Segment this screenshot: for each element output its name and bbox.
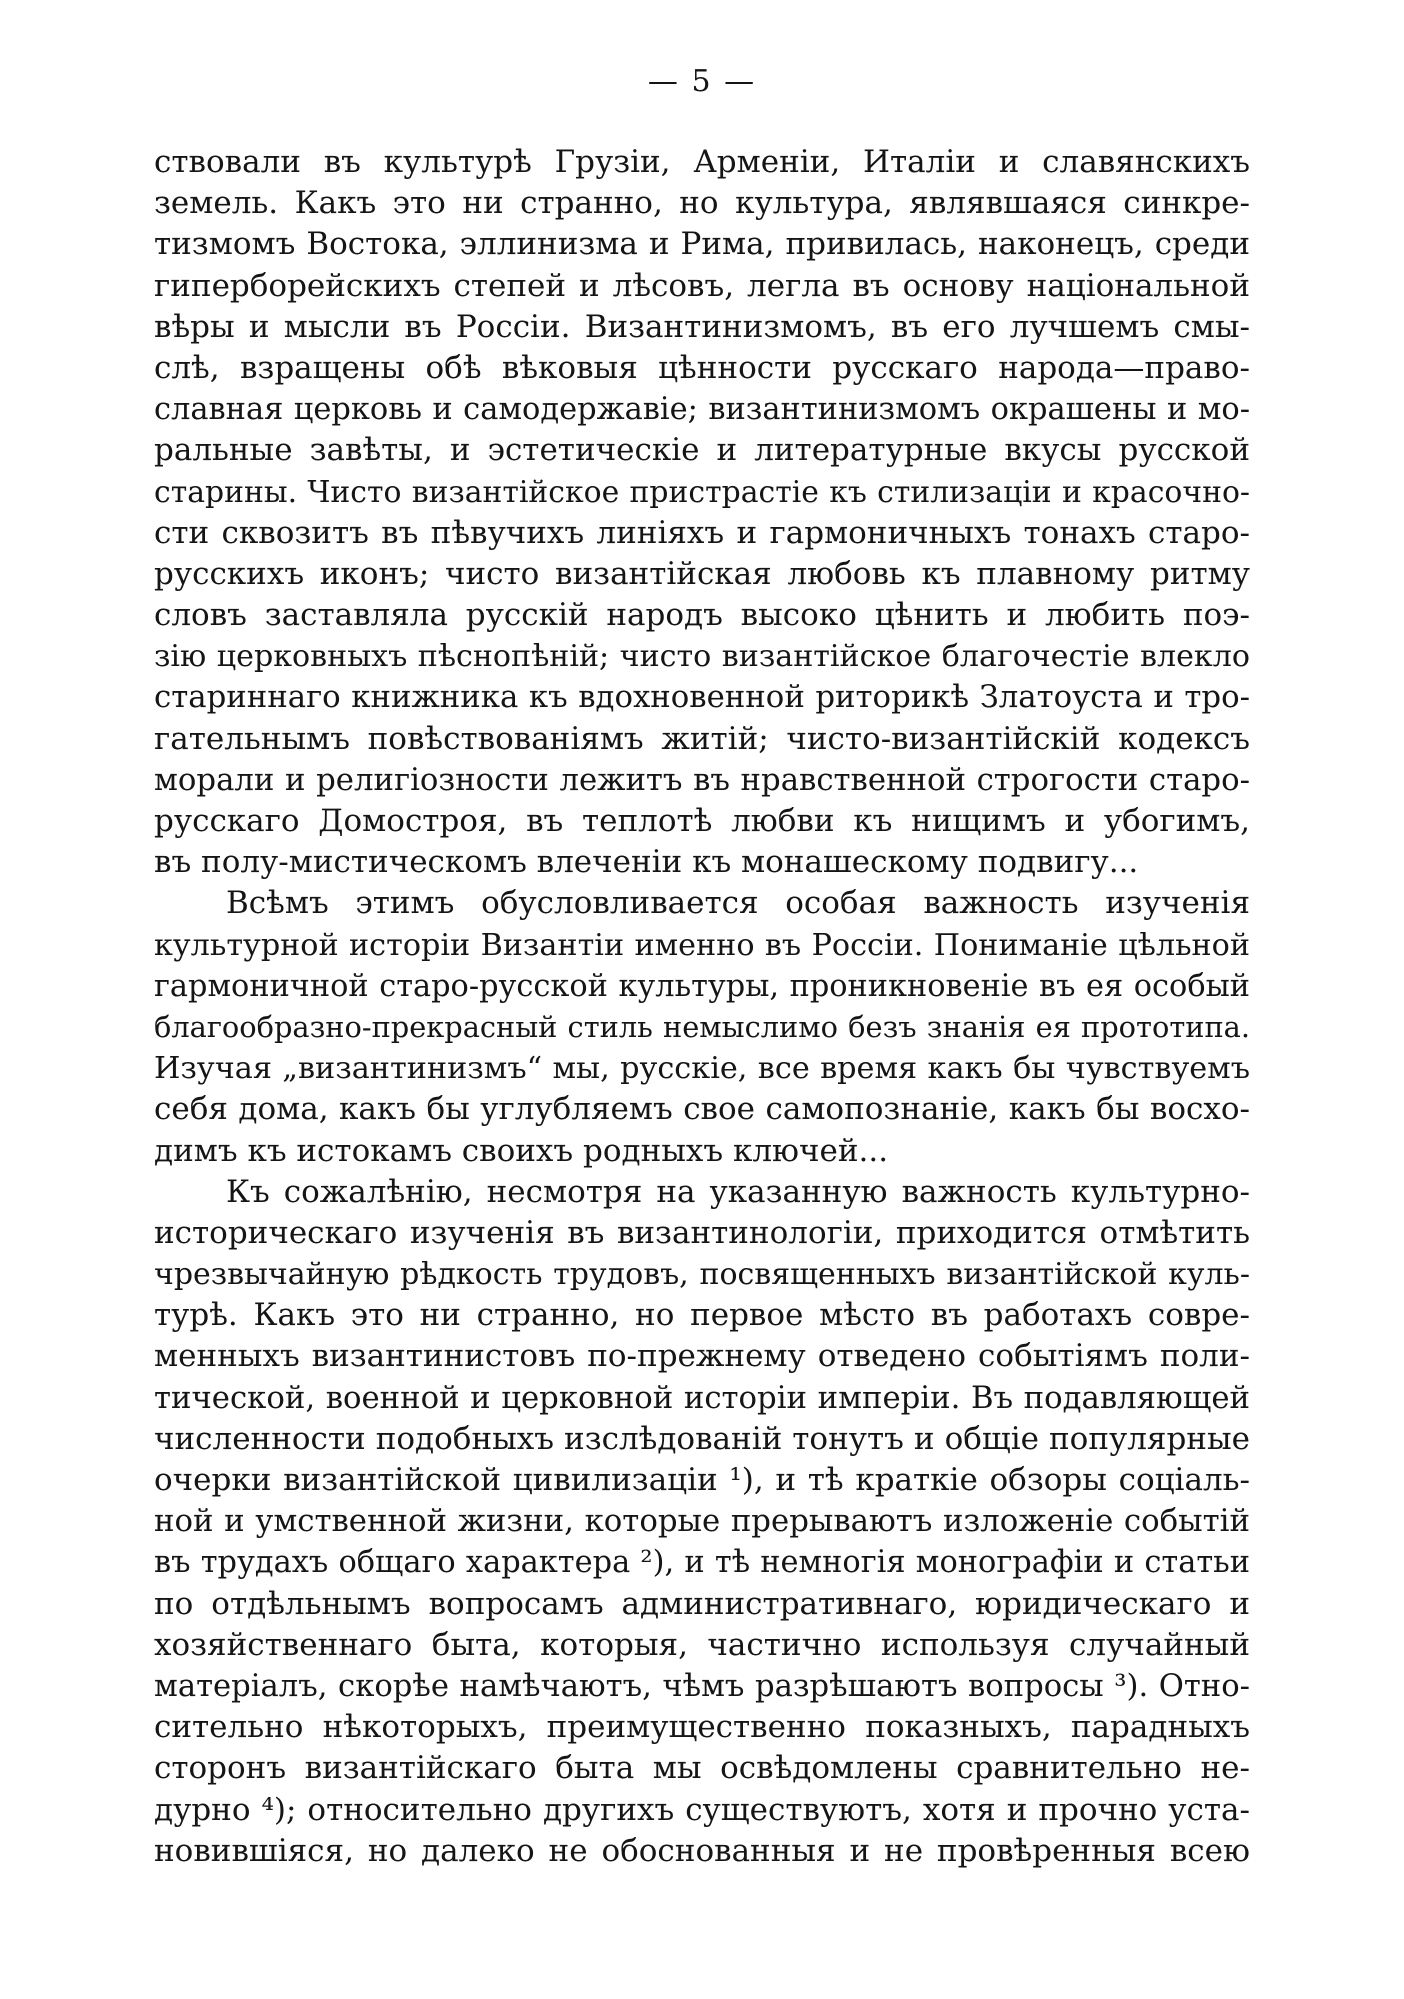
text-line: русскаго Домостроя, въ теплотѣ любви къ нищимъ и убогимъ, bbox=[154, 803, 1250, 839]
text-line: тической, военной и церковной исторіи имперіи. Въ подавляющей bbox=[154, 1379, 1250, 1416]
text-line: сторонъ византійскаго быта мы освѣдомлены сравнительно не- bbox=[154, 1750, 1250, 1787]
text-line: ральные завѣты, и эстетическіе и литературные вкусы русской bbox=[154, 432, 1250, 469]
text-line: численности подобныхъ изслѣдованій тонутъ и общіе популярные bbox=[154, 1420, 1250, 1457]
text-line: гармоничной старо-русской культуры, проникновеніе въ ея особый bbox=[154, 968, 1250, 1004]
paragraph-2 bbox=[154, 883, 1250, 1171]
text-line: старины. Чисто византійское пристрастіе къ стилизаціи и красочно- bbox=[154, 474, 1250, 510]
text-line: ствовали въ культурѣ Грузіи, Арменіи, Италіи и славянскихъ bbox=[154, 144, 1250, 180]
text-line: ной и умственной жизни, которые прерываютъ изложеніе событій bbox=[154, 1503, 1250, 1540]
text-line: гиперборейскихъ степей и лѣсовъ, легла въ основу національной bbox=[154, 267, 1250, 304]
text-line: турѣ. Какъ это ни странно, но первое мѣсто въ работахъ совре- bbox=[154, 1297, 1250, 1334]
text-line: стариннаго книжника къ вдохновенной риторикѣ Златоуста и тро- bbox=[154, 679, 1250, 716]
text-line: гательнымъ повѣствованіямъ житій; чисто-византійскій кодексъ bbox=[154, 720, 1250, 757]
text-line: хозяйственнаго быта, которыя, частично используя случайный bbox=[154, 1626, 1250, 1663]
text-line: димъ къ истокамъ своихъ родныхъ ключей... bbox=[154, 1132, 889, 1169]
text-line: Всѣмъ этимъ обусловливается особая важность изученія bbox=[226, 885, 1250, 922]
text-line: менныхъ византинистовъ по-прежнему отведено событіямъ поли- bbox=[154, 1338, 1250, 1375]
text-line: матеріалъ, скорѣе намѣчаютъ, чѣмъ разрѣшаютъ вопросы ³). Отно- bbox=[154, 1668, 1250, 1704]
text-line: слѣ, взращены обѣ вѣковыя цѣнности русскаго народа—право- bbox=[154, 349, 1250, 386]
text-line: дурно ⁴); относительно другихъ существуютъ, хотя и прочно уста- bbox=[154, 1791, 1250, 1828]
paragraph-1 bbox=[154, 142, 1250, 883]
text-line: по отдѣльнымъ вопросамъ административнаго, юридическаго и bbox=[154, 1585, 1250, 1622]
text-line: сительно нѣкоторыхъ, преимущественно показныхъ, парадныхъ bbox=[154, 1709, 1250, 1746]
paragraph-3 bbox=[154, 1172, 1250, 1872]
text-line: словъ заставляла русскій народъ высоко цѣнить и любить поэ- bbox=[154, 597, 1250, 634]
body-text bbox=[154, 142, 1250, 1872]
page-number: — 5 — bbox=[647, 64, 757, 99]
text-line: чрезвычайную рѣдкость трудовъ, посвященныхъ византійской куль- bbox=[154, 1257, 1250, 1293]
text-line: новившіяся, но далеко не обоснованныя и не провѣренныя всею bbox=[154, 1832, 1250, 1869]
text-line: сти сквозитъ въ пѣвучихъ линіяхъ и гармоничныхъ тонахъ старо- bbox=[154, 514, 1250, 551]
text-line: славная церковь и самодержавіе; византинизмомъ окрашены и мо- bbox=[154, 392, 1250, 428]
text-line: Къ сожалѣнію, несмотря на указанную важность культурно- bbox=[226, 1173, 1250, 1210]
text-line: морали и религіозности лежитъ въ нравственной строгости старо- bbox=[154, 761, 1250, 798]
text-line: себя дома, какъ бы углубляемъ свое самопознаніе, какъ бы восхо- bbox=[154, 1091, 1250, 1128]
text-line: историческаго изученія въ византинологіи, приходится отмѣтить bbox=[154, 1214, 1250, 1251]
text-line: въ полу-мистическомъ влеченіи къ монашескому подвигу... bbox=[154, 844, 1139, 881]
text-line: русскихъ иконъ; чисто византійская любовь къ плавному ритму bbox=[154, 555, 1250, 592]
text-line: культурной исторіи Византіи именно въ Россіи. Пониманіе цѣльной bbox=[154, 927, 1250, 963]
text-line: зію церковныхъ пѣснопѣній; чисто византійское благочестіе влекло bbox=[154, 639, 1250, 675]
text-line: тизмомъ Востока, эллинизма и Рима, привилась, наконецъ, среди bbox=[154, 226, 1250, 263]
text-line: въ трудахъ общаго характера ²), и тѣ немногія монографіи и статьи bbox=[154, 1545, 1250, 1581]
text-line: благообразно-прекрасный стиль немыслимо безъ знанія ея прототипа. bbox=[154, 1009, 1250, 1044]
text-line: очерки византійской цивилизаціи ¹), и тѣ краткіе обзоры соціаль- bbox=[154, 1462, 1250, 1498]
text-line: Изучая „византинизмъ“ мы, русскіе, все время какъ бы чувствуемъ bbox=[154, 1051, 1250, 1087]
text-line: вѣры и мысли въ Россіи. Византинизмомъ, въ его лучшемъ смы- bbox=[154, 308, 1250, 345]
text-line: земель. Какъ это ни странно, но культура, являвшаяся синкре- bbox=[154, 185, 1250, 222]
